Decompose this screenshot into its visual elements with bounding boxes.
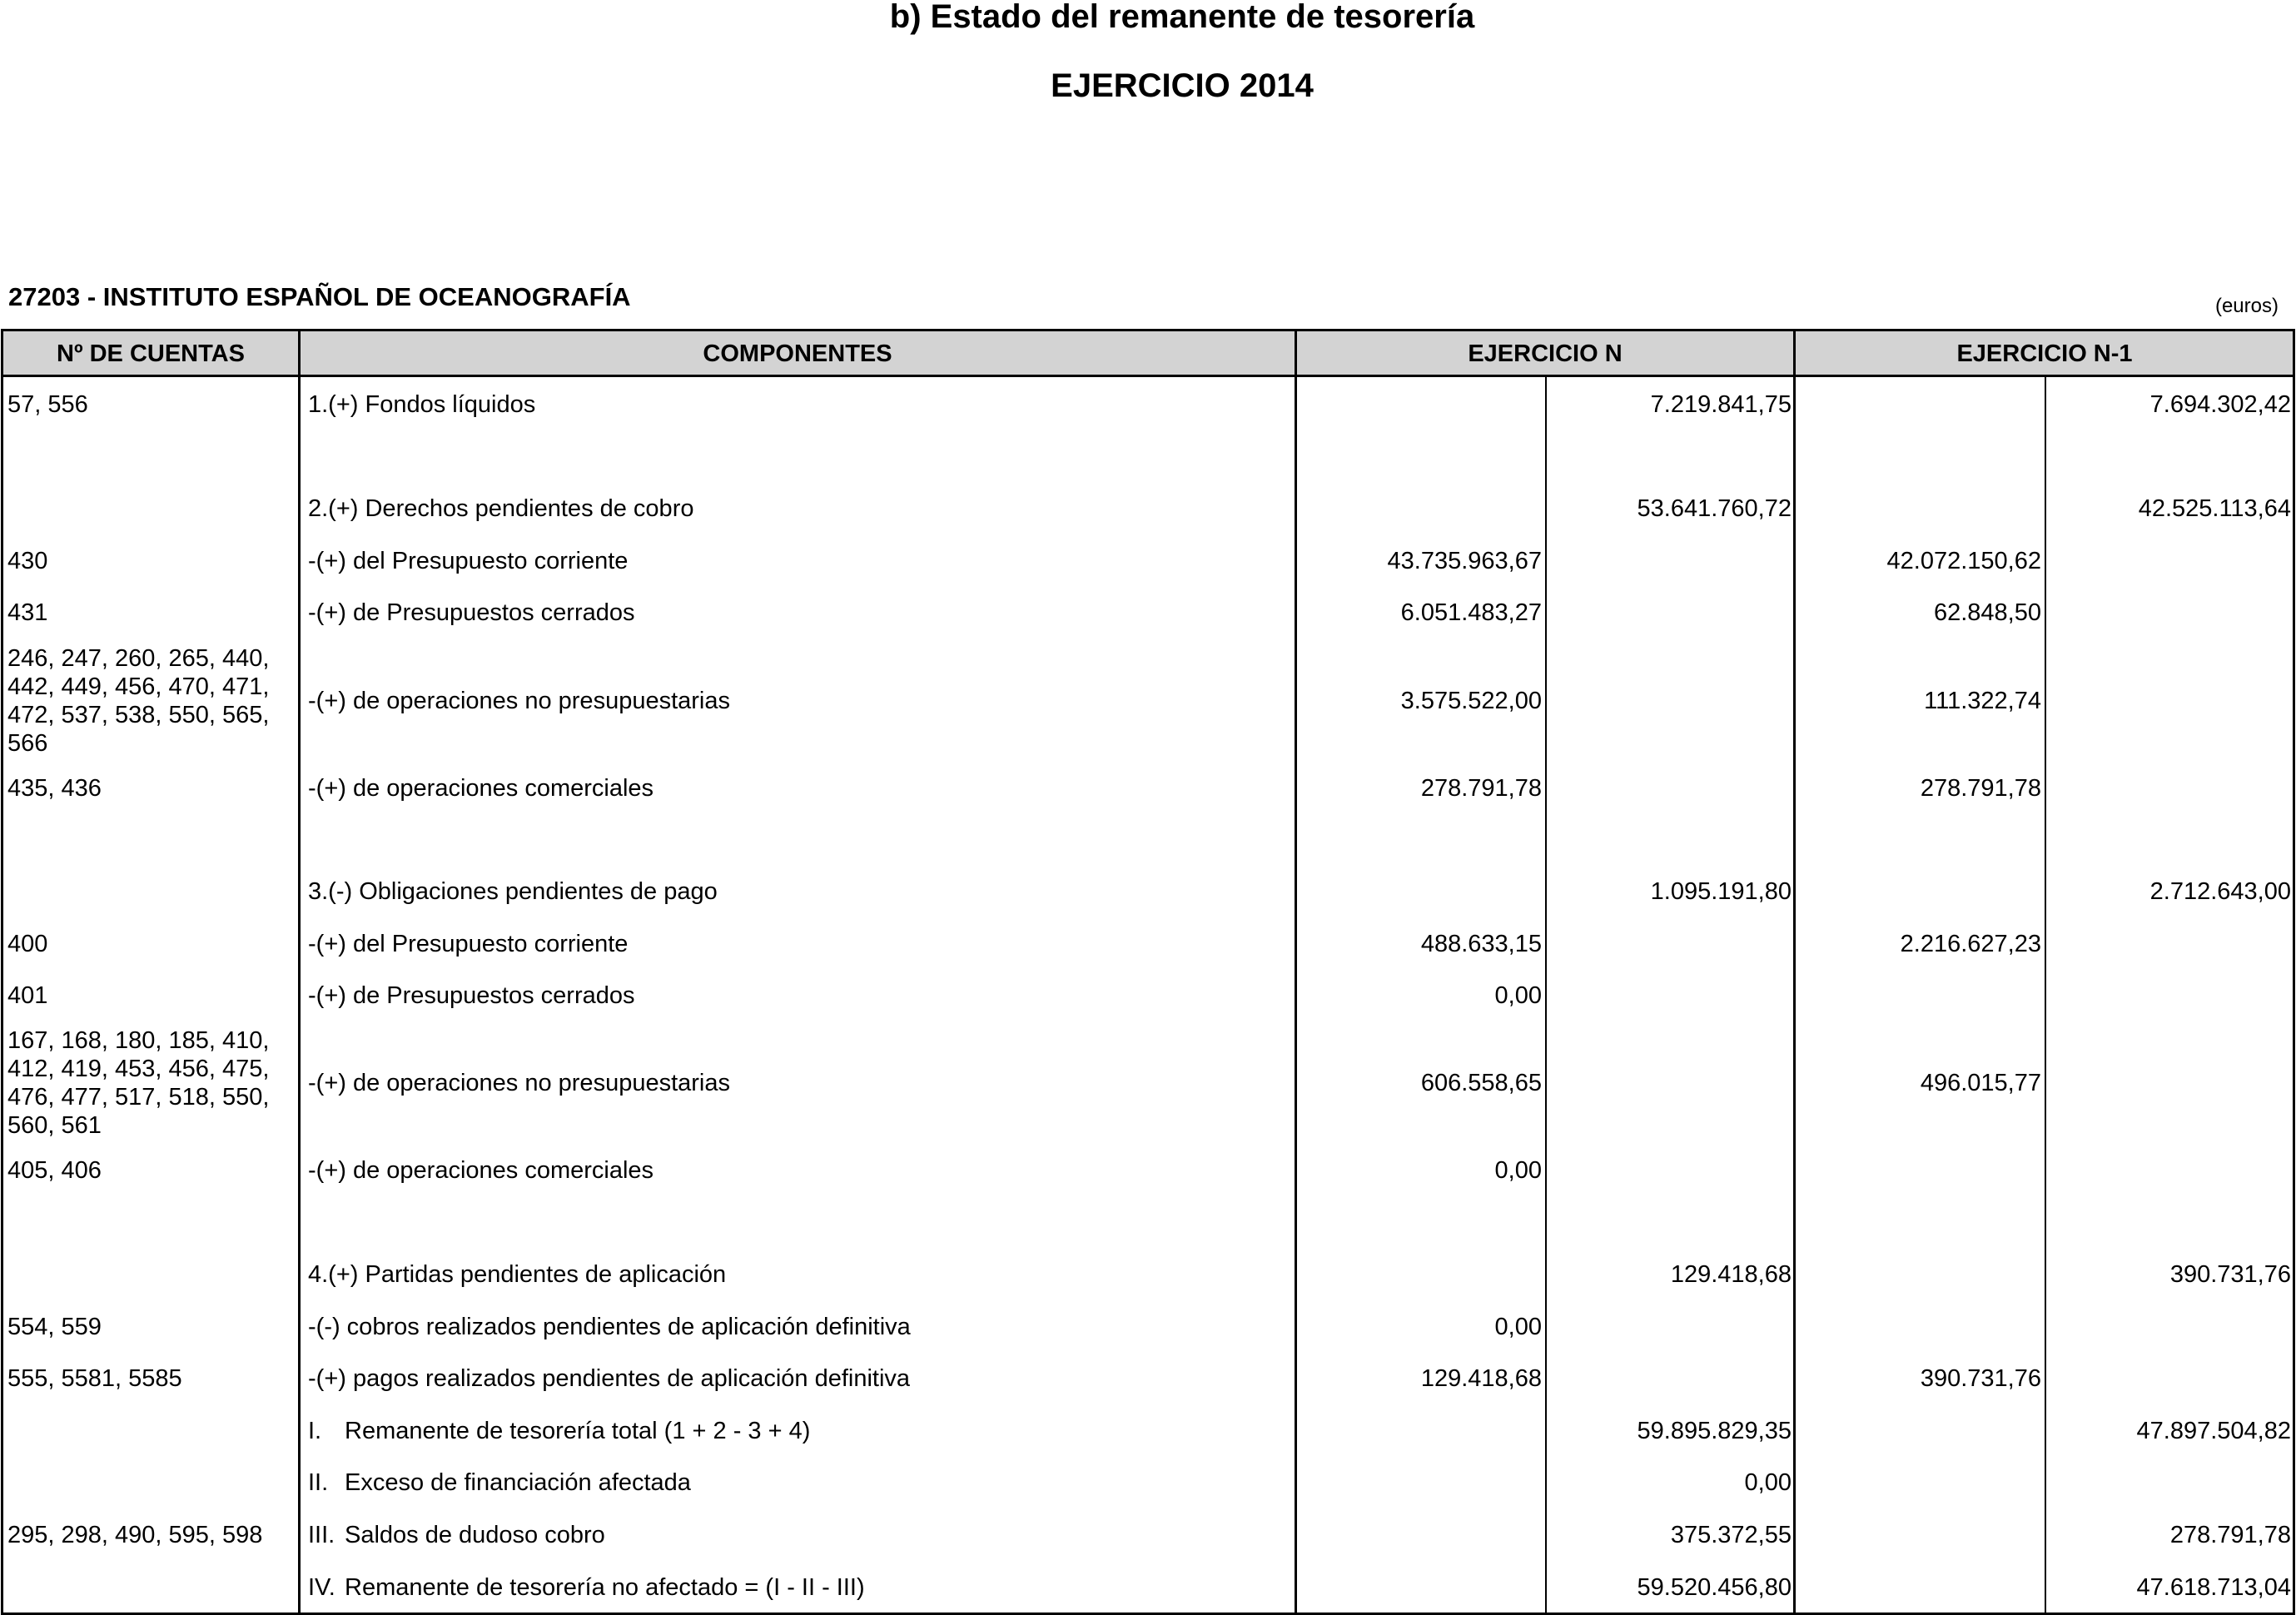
column-divider [298,329,301,1615]
amount-n-total: 375.372,55 [1670,1522,1792,1548]
amount-n-detail: 0,00 [1494,1314,1542,1340]
component-label [308,1313,911,1341]
component-text: -(-) cobros realizados pendientes de aplicación definitiva [308,1314,911,1340]
component-label [308,1573,865,1602]
amount-n-detail: 43.735.963,67 [1387,548,1542,574]
component-label [308,774,654,803]
component-label [308,547,628,575]
column-divider [1793,329,1796,1615]
column-divider [1295,329,1297,1615]
amount-n-detail: 3.575.522,00 [1400,688,1542,714]
amount-n1-detail: 496.015,77 [1920,1070,2041,1096]
amount-n-detail: 6.051.483,27 [1400,599,1542,626]
amount-n-detail: 488.633,15 [1420,931,1542,957]
component-text: Remanente de tesorería total (1 + 2 - 3 + 4) [345,1418,811,1444]
amount-n-detail: 0,00 [1494,982,1542,1009]
amount-n-detail: 278.791,78 [1420,775,1542,802]
currency-units: (euros) [2214,295,2279,317]
amount-n1-total: 278.791,78 [2169,1522,2291,1548]
entity-name: 27203 - INSTITUTO ESPAÑOL DE OCEANOGRAFÍA [8,282,631,311]
account-codes: 430 [7,548,48,574]
account-codes: 295, 298, 490, 595, 598 [7,1522,263,1548]
amount-n1-detail: 111.322,74 [1924,688,2041,714]
column-subdivider [1545,376,1547,1615]
component-text: -(+) de operaciones comerciales [308,775,654,802]
account-codes: 57, 556 [7,391,88,418]
amount-n1-total: 390.731,76 [2169,1261,2291,1288]
amount-n1-total: 42.525.113,64 [2138,495,2291,522]
component-text: -(+) del Presupuesto corriente [308,931,629,957]
component-label [308,390,535,419]
component-text: 1.(+) Fondos líquidos [308,391,536,418]
amount-n-total: 7.219.841,75 [1650,391,1792,418]
account-codes: 401 [7,982,48,1009]
amount-n-total: 53.641.760,72 [1637,495,1792,522]
amount-n-total: 59.895.829,35 [1637,1418,1792,1444]
account-codes: 554, 559 [7,1314,102,1340]
component-text: -(+) pagos realizados pendientes de aplicación definitiva [308,1365,911,1392]
component-text: Remanente de tesorería no afectado = (I - II - III) [345,1574,865,1601]
roman-numeral: I. [308,1418,322,1444]
amount-n1-detail: 2.216.627,23 [1900,931,2041,957]
header-year-n1: EJERCICIO N-1 [1956,340,2133,367]
amount-n1-total: 47.897.504,82 [2136,1418,2291,1444]
header-year-n: EJERCICIO N [1468,340,1623,367]
component-label [308,494,693,523]
amount-n-detail: 129.418,68 [1420,1365,1542,1392]
account-codes: 246, 247, 260, 265, 440, 442, 449, 456, 470, 471, 472, 537, 538, 550, 565, 566 [7,645,270,757]
component-label [308,981,635,1010]
component-label [308,930,628,958]
component-text: -(+) del Presupuesto corriente [308,548,629,574]
header-accounts: Nº DE CUENTAS [57,340,245,367]
amount-n1-total: 2.712.643,00 [2149,878,2291,905]
amount-n1-detail: 62.848,50 [1933,599,2041,626]
amount-n1-detail: 42.072.150,62 [1886,548,2041,574]
component-text: 4.(+) Partidas pendientes de aplicación [308,1261,727,1288]
account-codes: 555, 5581, 5585 [7,1365,182,1392]
amount-n-total: 129.418,68 [1670,1261,1792,1288]
amount-n1-detail: 278.791,78 [1920,775,2041,802]
component-text: -(+) de Presupuestos cerrados [308,599,635,626]
component-label [308,877,718,906]
component-text: -(+) de Presupuestos cerrados [308,982,635,1009]
component-label [308,599,635,627]
roman-numeral: IV. [308,1574,335,1601]
component-text: 2.(+) Derechos pendientes de cobro [308,495,694,522]
account-codes: 431 [7,599,48,626]
account-codes: 400 [7,931,48,957]
component-label [308,1521,605,1549]
component-label [308,1417,810,1445]
report-year: EJERCICIO 2014 [1051,67,1314,104]
component-label [308,1156,654,1185]
amount-n-detail: 606.558,65 [1420,1070,1542,1096]
component-label [308,1260,726,1289]
account-codes: 405, 406 [7,1157,102,1184]
amount-n-total: 59.520.456,80 [1637,1574,1792,1601]
component-label [308,1069,730,1097]
account-codes: 435, 436 [7,775,102,802]
component-text: 3.(-) Obligaciones pendientes de pago [308,878,718,905]
component-text: -(+) de operaciones no presupuestarias [308,688,730,714]
amount-n1-total: 7.694.302,42 [2149,391,2291,418]
amount-n1-total: 47.618.713,04 [2136,1574,2291,1601]
component-label [308,687,730,715]
roman-numeral: II. [308,1469,329,1496]
component-label [308,1364,910,1393]
amount-n-total: 0,00 [1744,1469,1792,1496]
account-codes: 167, 168, 180, 185, 410, 412, 419, 453, 456, 475, 476, 477, 517, 518, 550, 560, 561 [7,1027,270,1139]
component-text: Exceso de financiación afectada [345,1469,691,1496]
amount-n1-detail: 390.731,76 [1920,1365,2041,1392]
amount-n-detail: 0,00 [1494,1157,1542,1184]
component-text: -(+) de operaciones no presupuestarias [308,1070,730,1096]
report-title: b) Estado del remanente de tesorería [889,0,1475,35]
header-components: COMPONENTES [703,340,892,367]
roman-numeral: III. [308,1522,335,1548]
component-label [308,1468,691,1497]
component-text: -(+) de operaciones comerciales [308,1157,654,1184]
component-text: Saldos de dudoso cobro [345,1522,605,1548]
amount-n-total: 1.095.191,80 [1650,878,1792,905]
column-subdivider [2045,376,2046,1615]
